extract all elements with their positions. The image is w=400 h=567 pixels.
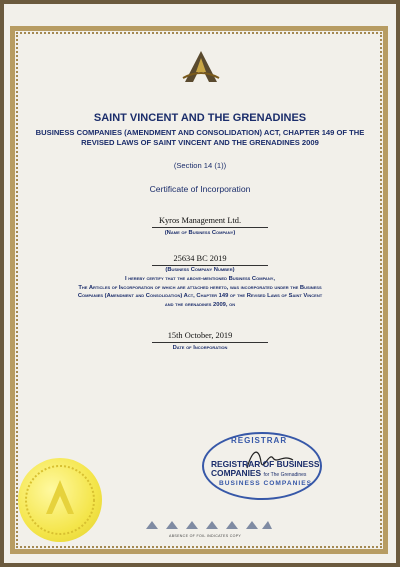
certify-line-3: Companies (Amendment and Consolidation) Act, Chapter 149 of the Revised Laws of Saint Vincent xyxy=(77,293,323,300)
registrar-line-2-main: COMPANIES xyxy=(211,468,262,478)
certificate-page xyxy=(4,4,396,563)
certify-line-1: I hereby certify that the above-mentioned Business Company, xyxy=(125,276,275,282)
act-line-2: REVISED LAWS OF SAINT VINCENT AND THE GRENADINES 2009 xyxy=(81,138,319,147)
security-pattern-strip xyxy=(144,519,274,531)
company-number-caption: (Business Company Number) xyxy=(165,267,235,273)
stamp-bottom-text: BUSINESS COMPANIES xyxy=(219,480,312,487)
seal-emblem-icon xyxy=(18,458,102,542)
act-line-1: BUSINESS COMPANIES (AMENDMENT AND CONSOLIDATION) ACT, CHAPTER 149 OF THE xyxy=(35,128,365,137)
incorporation-date-caption: Date of Incorporation xyxy=(172,345,228,351)
country-title: SAINT VINCENT AND THE GRENADINES xyxy=(93,112,307,124)
certify-line-2: The Articles of Incorporation of which are attached hereto, was incorporated under the Business xyxy=(78,284,322,291)
registrar-title-line-2 xyxy=(211,468,306,478)
certification-text xyxy=(4,275,396,309)
act-title xyxy=(4,128,396,148)
foil-notice: ABSENCE OF FOIL INDICATES COPY xyxy=(169,534,242,538)
section-reference: (Section 14 (1)) xyxy=(173,161,227,170)
company-number: 25634 BC 2019 xyxy=(173,254,227,263)
registry-emblem-icon xyxy=(179,48,223,86)
company-name: Kyros Management Ltd. xyxy=(158,216,242,225)
company-number-rule xyxy=(152,265,268,266)
company-name-rule xyxy=(152,227,268,228)
certificate-title: Certificate of Incorporation xyxy=(149,184,251,194)
incorporation-date-rule xyxy=(152,342,268,343)
stamp-top-text: REGISTRAR xyxy=(231,436,288,445)
registrar-line-2-small: for The Grenadines xyxy=(263,472,307,478)
certify-line-4: and the grenadines 2009, on xyxy=(164,301,236,308)
registrar-title-line-1: REGISTRAR OF BUSINESS xyxy=(211,459,320,469)
company-name-caption: (Name of Business Company) xyxy=(164,230,236,236)
incorporation-date: 15th October, 2019 xyxy=(167,331,233,340)
gold-foil-seal xyxy=(18,458,102,542)
